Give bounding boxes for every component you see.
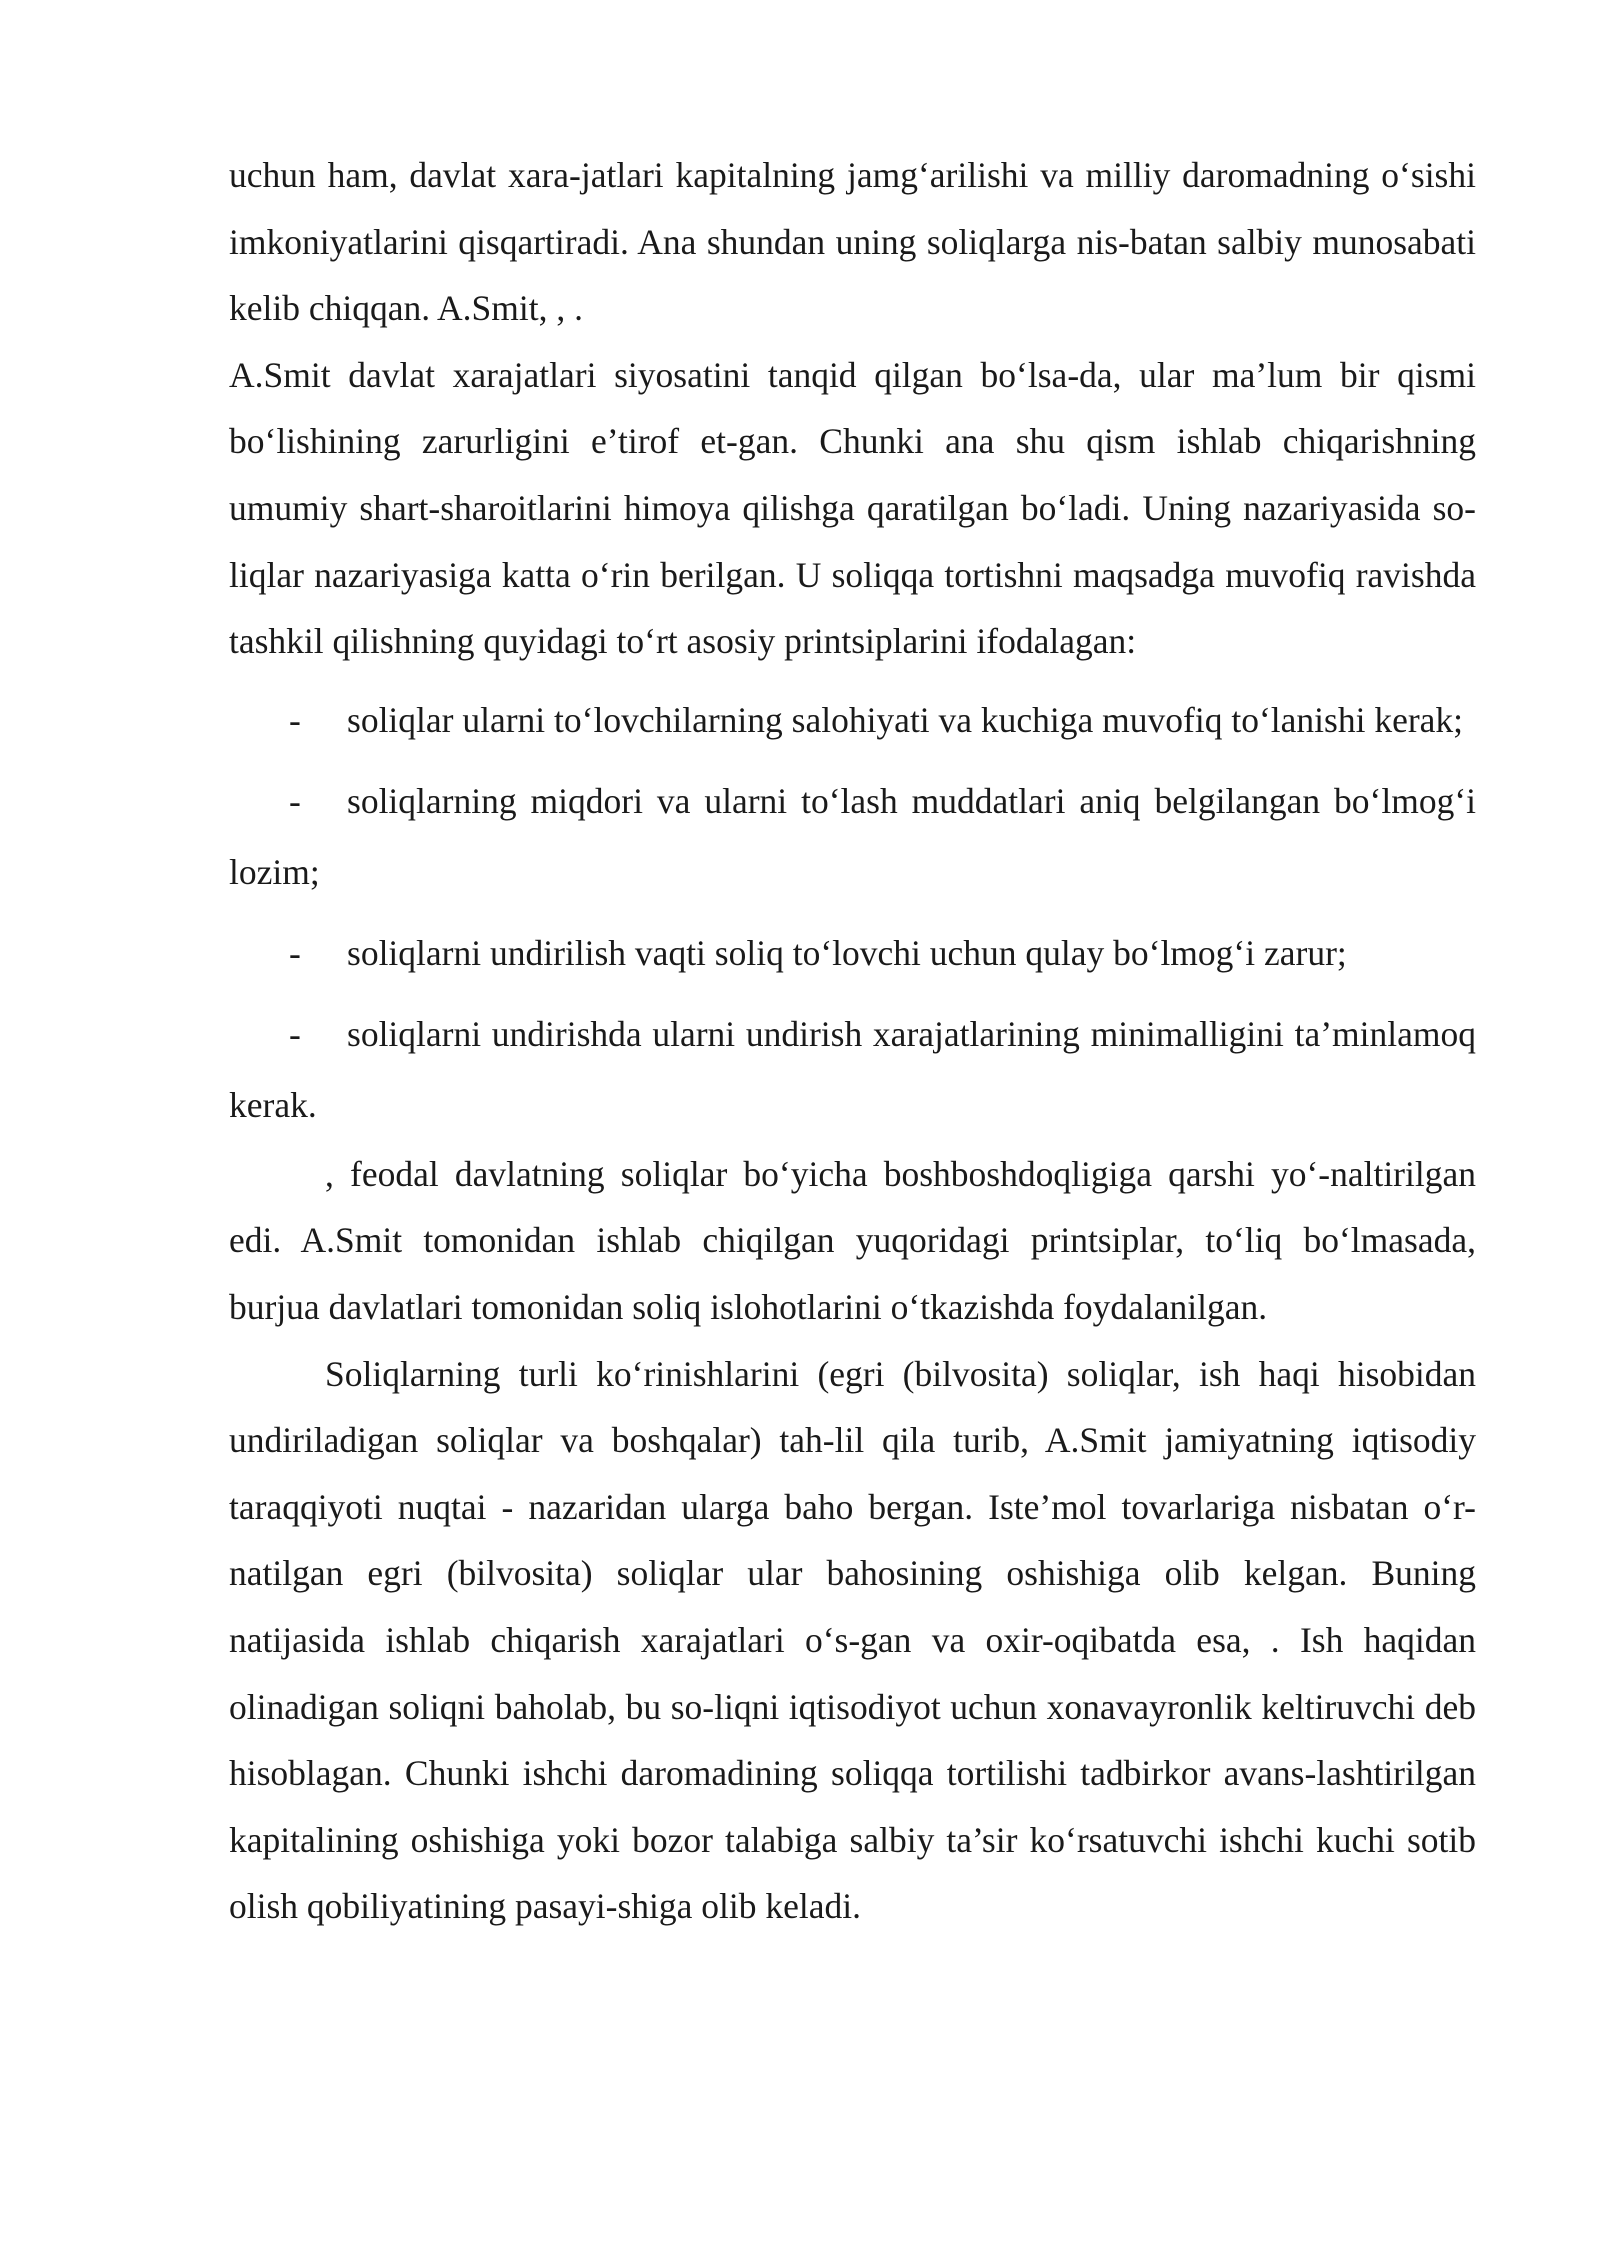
- list-item: [229, 918, 1476, 989]
- paragraph-2: A.Smit davlat xarajatlari siyosatini tanqid qilgan bo‘lsa-da, ular ma’lum bir qismi bo‘lishining zarurligini e’tirof et-gan. Chunki ana shu qism ishlab chiqarishning umumiy shart-sharoitlarini himoya qilishga qaratilgan bo‘ladi. Uning nazariyasida so-liqlar nazariyasiga katta o‘rin berilgan. U soliqqa tortishni maqsadga muvofiq ravishda tashkil qilishning quyidagi to‘rt asosiy printsiplarini ifodalagan:: [229, 354, 1476, 662]
- dash-marker: -: [289, 780, 301, 821]
- list-item: [229, 685, 1476, 756]
- dash-marker: -: [289, 699, 301, 740]
- list-item-text: soliqlarni undirishda ularni undirish xarajatlarining minimalligini ta’minlamoq kerak.: [229, 1013, 1476, 1125]
- paragraph-1: uchun ham, davlat xara-jatlari kapitalning jamg‘arilishi va milliy daromadning o‘sishi imkoniyatlarini qisqartiradi. Ana shundan uning soliqlarga nis-batan salbiy munosabati kelib chiqqan. A.Smit, , .: [229, 155, 1476, 329]
- paragraph-3: , feodal davlatning soliqlar bo‘yicha boshboshdoqligiga qarshi yo‘-naltirilgan edi. A.Smit tomonidan ishlab chiqilgan yuqoridagi printsiplar, to‘liq bo‘lmasada, burjua davlatlari tomonidan soliq islohotlarini o‘tkazishda foydalanilgan.: [229, 1153, 1476, 1327]
- principles-list: [229, 685, 1476, 1141]
- list-item: [229, 999, 1476, 1141]
- list-item: [229, 766, 1476, 908]
- document-page: [229, 142, 1476, 1940]
- list-item-text: soliqlarni undirilish vaqti soliq to‘lovchi uchun qulay bo‘lmog‘i zarur;: [347, 932, 1347, 973]
- dash-marker: -: [289, 1013, 301, 1054]
- list-item-text: soliqlar ularni to‘lovchilarning salohiyati va kuchiga muvofiq to‘lanishi kerak;: [347, 699, 1464, 740]
- list-item-text: soliqlarning miqdori va ularni to‘lash muddatlari aniq belgilangan bo‘lmog‘i lozim;: [229, 780, 1476, 892]
- dash-marker: -: [289, 932, 301, 973]
- paragraph-4: Soliqlarning turli ko‘rinishlarini (egri (bilvosita) soliqlar, ish haqi hisobidan undiriladigan soliqlar va boshqalar) tah-lil qila turib, A.Smit jamiyatning iqtisodiy taraqqiyoti nuqtai - nazaridan ularga baho bergan. Iste’mol tovarlariga nisbatan o‘r-natilgan egri (bilvosita) soliqlar ular bahosining oshishiga olib kelgan. Buning natijasida ishlab chiqarish xarajatlari o‘s-gan va oxir-oqibatda esa, . Ish haqidan olinadigan soliqni baholab, bu so-liqni iqtisodiyot uchun xonavayronlik keltiruvchi deb hisoblagan. Chunki ishchi daromadining soliqqa tortilishi tadbirkor avans-lashtirilgan kapitalining oshishiga yoki bozor talabiga salbiy ta’sir ko‘rsatuvchi ishchi kuchi sotib olish qobiliyatining pasayi-shiga olib keladi.: [229, 1353, 1476, 1927]
